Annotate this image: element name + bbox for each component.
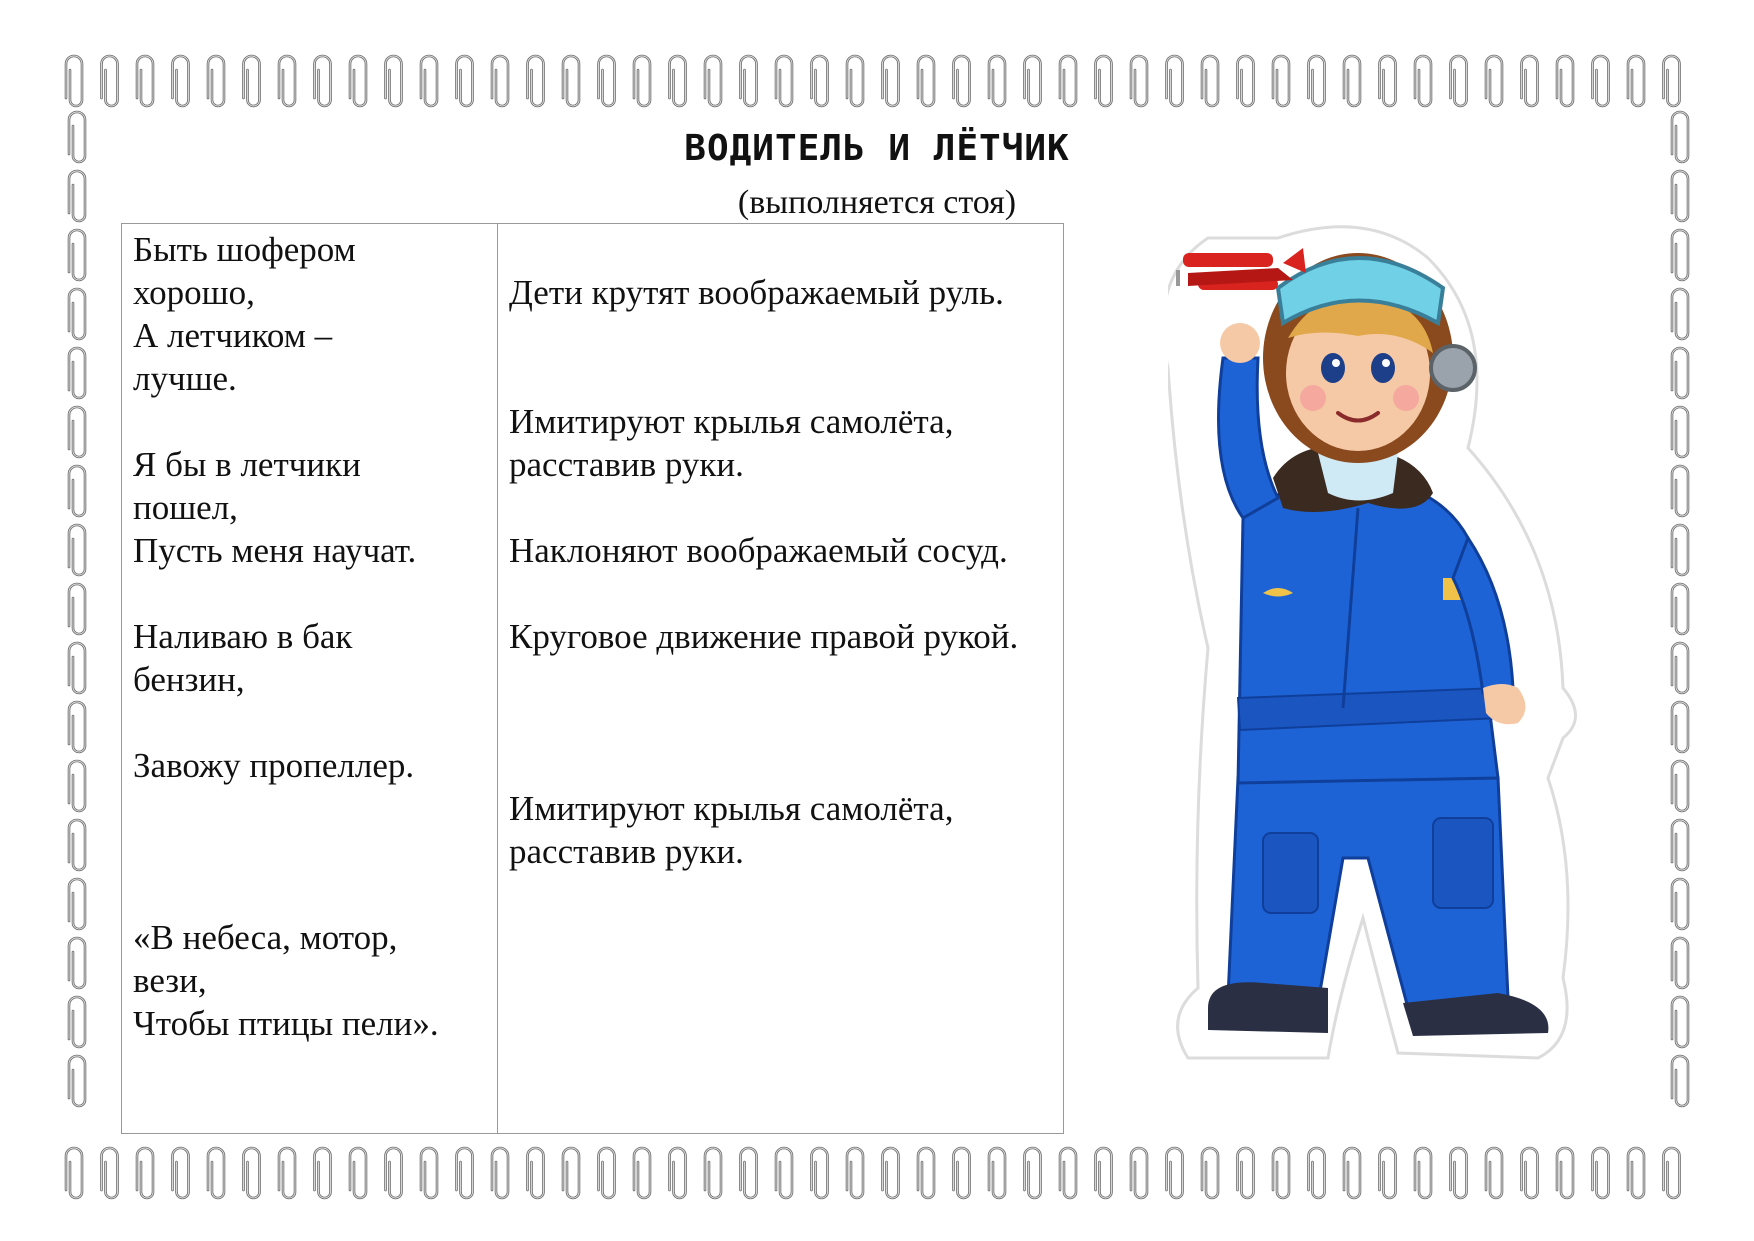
paperclip-icon <box>69 584 85 634</box>
paperclip-icon <box>1273 56 1289 106</box>
paperclip-icon <box>1664 56 1680 106</box>
paperclip-icon <box>69 702 85 752</box>
paperclip-icon <box>315 1148 331 1198</box>
action-text: Наклоняют воображаемый сосуд. <box>509 531 1008 570</box>
paperclip-icon <box>492 56 508 106</box>
paperclip-icon <box>1667 110 1693 1140</box>
paperclip-icon <box>69 466 85 516</box>
paperclip-icon <box>954 56 970 106</box>
paperclip-icon <box>1672 348 1688 398</box>
paperclip-icon <box>1451 1148 1467 1198</box>
paperclip-icon <box>670 56 686 106</box>
paperclip-icon <box>705 56 721 106</box>
paperclip-icon <box>1593 56 1609 106</box>
paperclip-icon <box>421 1148 437 1198</box>
page-subtitle: (выполняется стоя) <box>737 184 1017 221</box>
paperclip-icon <box>208 1148 224 1198</box>
paperclip-icon <box>386 56 402 106</box>
verse-text: Я бы в летчики пошел, Пусть меня научат. <box>133 445 417 570</box>
paperclip-icon <box>1672 1056 1688 1106</box>
paperclip-icon <box>989 56 1005 106</box>
paperclip-icon <box>244 56 260 106</box>
paperclip-icon <box>1672 289 1688 339</box>
paperclip-icon <box>492 1148 508 1198</box>
paperclip-icon <box>69 879 85 929</box>
paperclip-icon <box>634 56 650 106</box>
paperclip-icon <box>457 56 473 106</box>
paperclip-icon <box>776 56 792 106</box>
verse-text: Завожу пропеллер. <box>133 746 415 785</box>
paperclip-icon <box>1672 584 1688 634</box>
paperclip-icon <box>64 110 90 1140</box>
paperclip-icon <box>670 1148 686 1198</box>
page-title: ВОДИТЕЛЬ И ЛЁТЧИК <box>684 128 1070 169</box>
paperclip-icon <box>102 1148 118 1198</box>
paperclip-icon <box>60 1142 1694 1200</box>
paperclip-icon <box>69 820 85 870</box>
action-text: Дети крутят воображаемый руль. <box>509 273 1004 312</box>
paperclip-icon <box>1628 56 1644 106</box>
paperclip-icon <box>66 1148 82 1198</box>
paperclip-icon <box>69 525 85 575</box>
paperclip-icon <box>1486 1148 1502 1198</box>
paperclip-icon <box>69 348 85 398</box>
paperclip-icon <box>137 56 153 106</box>
action-text: Имитируют крылья самолёта, расставив руки. <box>509 402 954 484</box>
paperclip-icon <box>1628 1148 1644 1198</box>
paperclip-icon <box>1202 56 1218 106</box>
paperclip-icon <box>1672 525 1688 575</box>
paperclip-icon <box>244 1148 260 1198</box>
paperclip-icon <box>883 56 899 106</box>
paperclip-icon <box>69 407 85 457</box>
paperclip-icon <box>1167 1148 1183 1198</box>
paperclip-icon <box>918 56 934 106</box>
paperclip-icon <box>173 56 189 106</box>
paperclip-icon <box>599 1148 615 1198</box>
paperclip-icon <box>1664 1148 1680 1198</box>
paperclip-icon <box>1593 1148 1609 1198</box>
paperclip-icon <box>1415 56 1431 106</box>
paperclip-icon <box>279 56 295 106</box>
paperclip-icon <box>1131 56 1147 106</box>
paperclip-icon <box>1672 820 1688 870</box>
paperclip-icon <box>1273 1148 1289 1198</box>
paperclip-icon <box>421 56 437 106</box>
paperclip-icon <box>1672 997 1688 1047</box>
paperclip-icon <box>1380 1148 1396 1198</box>
paperclip-icon <box>1096 1148 1112 1198</box>
paperclip-icon <box>1309 56 1325 106</box>
paperclip-icon <box>954 1148 970 1198</box>
paperclip-icon <box>741 56 757 106</box>
paperclip-icon <box>1415 1148 1431 1198</box>
paperclip-icon <box>208 56 224 106</box>
paperclip-icon <box>1025 1148 1041 1198</box>
paperclip-icon <box>1672 643 1688 693</box>
table-row <box>122 224 1064 1134</box>
verse-text: Быть шофером хорошо, А летчиком – лучше. <box>133 230 356 398</box>
paperclip-icon <box>69 761 85 811</box>
paperclip-icon <box>776 1148 792 1198</box>
paperclip-icon <box>1672 702 1688 752</box>
poem-table <box>121 223 1064 1134</box>
paperclip-icon <box>1309 1148 1325 1198</box>
verse-text: Наливаю в бак бензин, <box>133 617 353 699</box>
action-text: Круговое движение правой рукой. <box>509 617 1019 656</box>
right-paperclip-border <box>1667 110 1693 1140</box>
paperclip-icon <box>1025 56 1041 106</box>
paperclip-icon <box>1238 56 1254 106</box>
paperclip-icon <box>279 1148 295 1198</box>
paperclip-icon <box>528 1148 544 1198</box>
paperclip-icon <box>812 56 828 106</box>
paperclip-icon <box>66 56 82 106</box>
paperclip-icon <box>69 230 85 280</box>
paperclip-icon <box>315 56 331 106</box>
action-text: Имитируют крылья самолёта, расставив руки. <box>509 789 954 871</box>
paperclip-icon <box>69 643 85 693</box>
paperclip-icon <box>1522 1148 1538 1198</box>
action-column <box>498 224 1064 1134</box>
verse-column <box>122 224 498 1134</box>
paperclip-icon <box>634 1148 650 1198</box>
paperclip-icon <box>350 1148 366 1198</box>
paperclip-icon <box>1344 56 1360 106</box>
pilot-boy-illustration <box>1168 218 1608 1078</box>
paperclip-icon <box>847 56 863 106</box>
paperclip-icon <box>847 1148 863 1198</box>
paperclip-icon <box>457 1148 473 1198</box>
paperclip-icon <box>1131 1148 1147 1198</box>
paperclip-icon <box>60 50 1694 108</box>
paperclip-icon <box>1060 1148 1076 1198</box>
paperclip-icon <box>350 56 366 106</box>
paperclip-icon <box>599 56 615 106</box>
paperclip-icon <box>1672 230 1688 280</box>
paperclip-icon <box>386 1148 402 1198</box>
paperclip-icon <box>989 1148 1005 1198</box>
paperclip-icon <box>883 1148 899 1198</box>
paperclip-icon <box>1672 761 1688 811</box>
paperclip-icon <box>1451 56 1467 106</box>
top-paperclip-border <box>60 50 1694 108</box>
paperclip-icon <box>102 56 118 106</box>
paperclip-icon <box>563 56 579 106</box>
paperclip-icon <box>1238 1148 1254 1198</box>
paperclip-icon <box>741 1148 757 1198</box>
paperclip-icon <box>69 997 85 1047</box>
paperclip-icon <box>1096 56 1112 106</box>
paperclip-icon <box>1202 1148 1218 1198</box>
paperclip-icon <box>1344 1148 1360 1198</box>
paperclip-icon <box>69 1056 85 1106</box>
paperclip-icon <box>1672 938 1688 988</box>
paperclip-icon <box>563 1148 579 1198</box>
paperclip-icon <box>137 1148 153 1198</box>
paperclip-icon <box>705 1148 721 1198</box>
paperclip-icon <box>69 938 85 988</box>
paperclip-icon <box>69 289 85 339</box>
paperclip-icon <box>812 1148 828 1198</box>
left-paperclip-border <box>64 110 90 1140</box>
paperclip-icon <box>1522 56 1538 106</box>
paperclip-icon <box>1557 56 1573 106</box>
paperclip-icon <box>1167 56 1183 106</box>
paperclip-icon <box>528 56 544 106</box>
paperclip-icon <box>1672 407 1688 457</box>
paperclip-icon <box>918 1148 934 1198</box>
paperclip-icon <box>173 1148 189 1198</box>
verse-text: «В небеса, мотор, вези, Чтобы птицы пели». <box>133 918 439 1043</box>
paperclip-icon <box>1060 56 1076 106</box>
paperclip-icon <box>1672 466 1688 516</box>
bottom-paperclip-border <box>60 1142 1694 1200</box>
paperclip-icon <box>1486 56 1502 106</box>
paperclip-icon <box>1672 879 1688 929</box>
paperclip-icon <box>1380 56 1396 106</box>
paperclip-icon <box>1557 1148 1573 1198</box>
